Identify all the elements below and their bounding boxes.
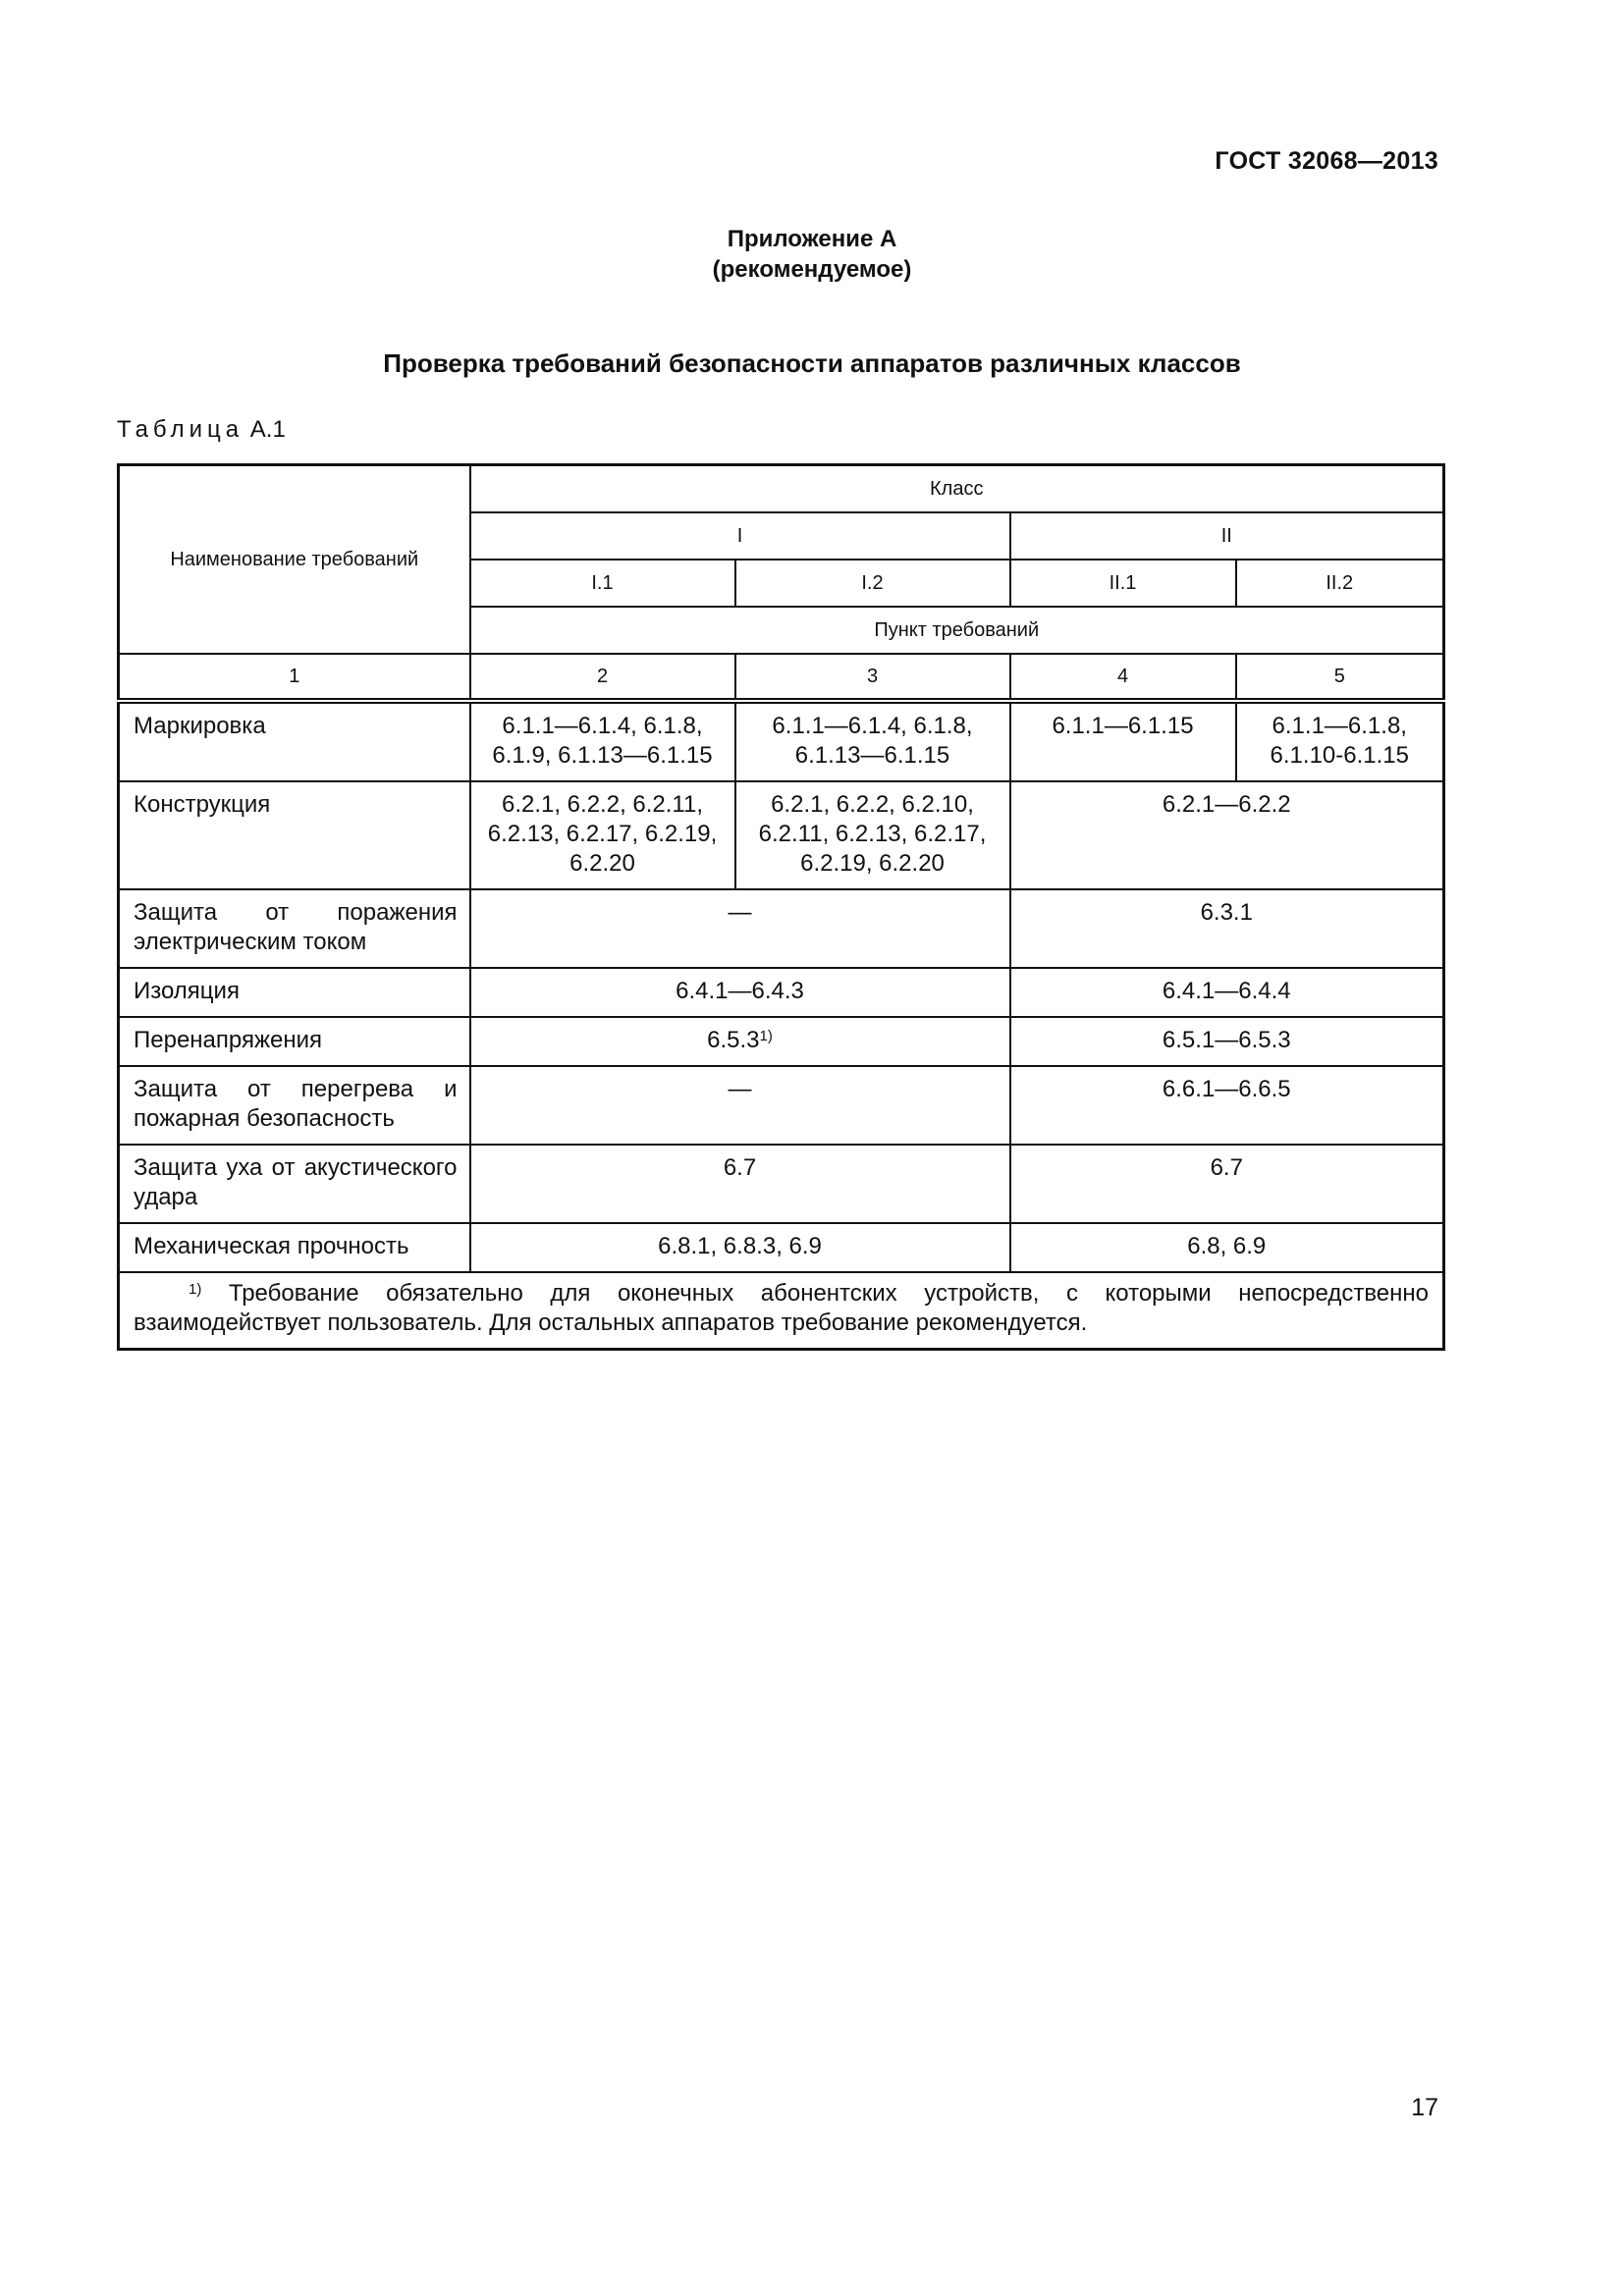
row-name: Конструкция <box>119 781 470 889</box>
row-overvoltage <box>119 1017 1444 1066</box>
cell-value: 6.5.1—6.5.3 <box>1010 1017 1444 1066</box>
header-subclass-II2: II.2 <box>1236 560 1444 607</box>
column-number: 2 <box>470 654 735 701</box>
annex-status: (рекомендуемое) <box>712 256 912 283</box>
annex-title: Приложение А <box>727 226 897 252</box>
cell-value: 6.1.1—6.1.4, 6.1.8, 6.1.13—6.1.15 <box>735 701 1010 781</box>
cell-value: 6.8, 6.9 <box>1010 1223 1444 1272</box>
page-number: 17 <box>1411 2094 1438 2121</box>
row-mechanical <box>119 1223 1444 1272</box>
column-number: 5 <box>1236 654 1444 701</box>
header-requirement-name: Наименование требований <box>119 465 470 655</box>
table-caption <box>117 416 286 444</box>
table-caption-number: А.1 <box>249 416 286 443</box>
row-name: Изоляция <box>119 968 470 1017</box>
header-class-II: II <box>1010 512 1444 560</box>
row-name: Защита от поражения электрическим током <box>119 889 470 968</box>
cell-value: 6.1.1—6.1.4, 6.1.8, 6.1.9, 6.1.13—6.1.15 <box>470 701 735 781</box>
section-heading: Проверка требований безопасности аппаратов различных классов <box>383 348 1241 378</box>
cell-value: — <box>470 1066 1010 1145</box>
header-subclass-II1: II.1 <box>1010 560 1236 607</box>
header-class: Класс <box>470 465 1444 513</box>
row-overheat <box>119 1066 1444 1145</box>
row-shock-protection <box>119 889 1444 968</box>
row-acoustic <box>119 1145 1444 1223</box>
row-insulation <box>119 968 1444 1017</box>
row-name: Защита уха от акустического удара <box>119 1145 470 1223</box>
row-name: Защита от перегрева и пожарная безопасность <box>119 1066 470 1145</box>
cell-value: 6.8.1, 6.8.3, 6.9 <box>470 1223 1010 1272</box>
header-clause: Пункт требований <box>470 607 1444 654</box>
cell-value: 6.3.1 <box>1010 889 1444 968</box>
cell-value-text: 6.5.3 <box>707 1027 760 1053</box>
cell-value: — <box>470 889 1010 968</box>
footnote-ref: 1) <box>759 1028 773 1044</box>
footnote-mark: 1) <box>189 1281 202 1298</box>
row-construction <box>119 781 1444 889</box>
footnote-text-block <box>134 1279 1429 1338</box>
row-name: Маркировка <box>119 701 470 781</box>
annex-block <box>0 224 1624 285</box>
row-name: Перенапряжения <box>119 1017 470 1066</box>
header-class-I: I <box>470 512 1010 560</box>
cell-value <box>470 1017 1010 1066</box>
cell-value: 6.2.1, 6.2.2, 6.2.10, 6.2.11, 6.2.13, 6.2.17, 6.2.19, 6.2.20 <box>735 781 1010 889</box>
cell-value: 6.2.1, 6.2.2, 6.2.11, 6.2.13, 6.2.17, 6.2.19, 6.2.20 <box>470 781 735 889</box>
column-number: 3 <box>735 654 1010 701</box>
cell-value: 6.6.1—6.6.5 <box>1010 1066 1444 1145</box>
row-name: Механическая прочность <box>119 1223 470 1272</box>
requirements-table <box>117 463 1445 1351</box>
cell-value: 6.1.1—6.1.8, 6.1.10-6.1.15 <box>1236 701 1444 781</box>
cell-value: 6.1.1—6.1.15 <box>1010 701 1236 781</box>
cell-value: 6.4.1—6.4.3 <box>470 968 1010 1017</box>
footnote-text: Требование обязательно для оконечных абонентских устройств, с которыми непосредственно взаимодействует пользователь. Для остальных аппаратов требование рекомендуется. <box>134 1280 1430 1336</box>
footnote <box>119 1272 1444 1350</box>
header-subclass-I2: I.2 <box>735 560 1010 607</box>
column-number: 4 <box>1010 654 1236 701</box>
column-number-row <box>119 654 1444 701</box>
row-marking <box>119 701 1444 781</box>
cell-value: 6.2.1—6.2.2 <box>1010 781 1444 889</box>
footnote-row <box>119 1272 1444 1350</box>
standard-code: ГОСТ 32068—2013 <box>1215 147 1438 175</box>
header-subclass-I1: I.1 <box>470 560 735 607</box>
table-caption-word: Таблица <box>117 416 244 443</box>
column-number: 1 <box>119 654 470 701</box>
cell-value: 6.4.1—6.4.4 <box>1010 968 1444 1017</box>
cell-value: 6.7 <box>470 1145 1010 1223</box>
cell-value: 6.7 <box>1010 1145 1444 1223</box>
